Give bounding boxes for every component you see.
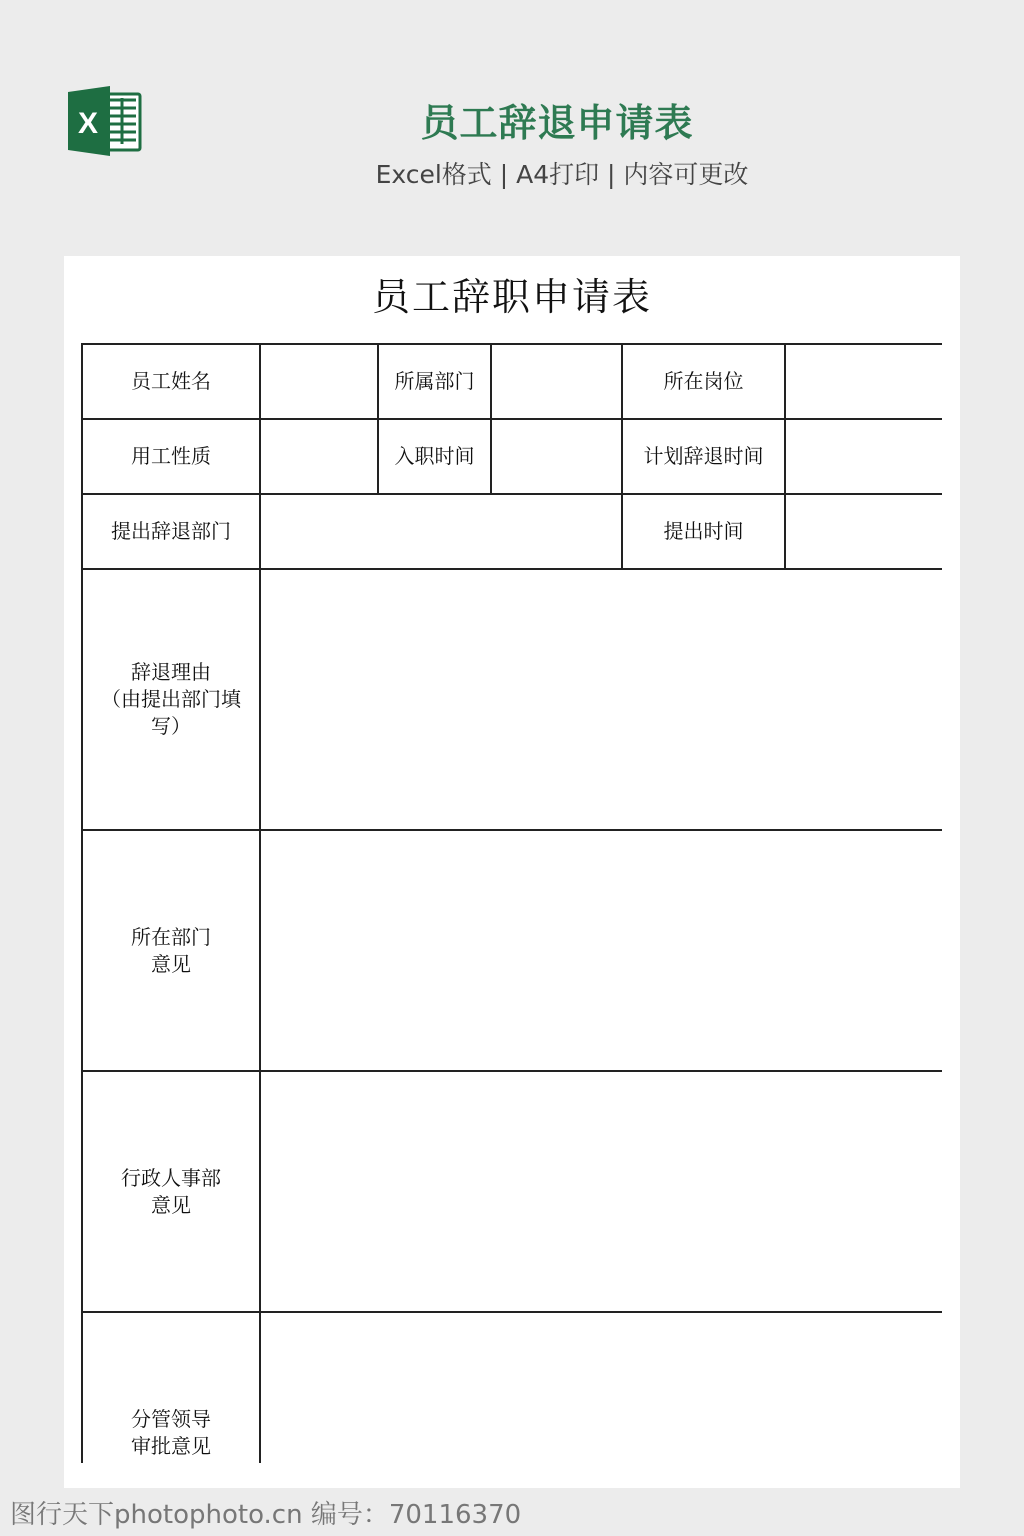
position-cell[interactable] bbox=[785, 344, 942, 419]
entry-date-label: 入职时间 bbox=[378, 419, 491, 494]
proposing-department-cell[interactable] bbox=[260, 494, 622, 569]
planned-dismissal-date-cell[interactable] bbox=[785, 419, 942, 494]
hr-opinion-label: 行政人事部 意见 bbox=[82, 1071, 260, 1312]
dismissal-reason-cell[interactable] bbox=[260, 569, 942, 830]
planned-dismissal-date-label: 计划辞退时间 bbox=[622, 419, 785, 494]
form-title: 员工辞职申请表 bbox=[371, 275, 652, 319]
table-row bbox=[82, 569, 942, 830]
proposal-date-cell[interactable] bbox=[785, 494, 942, 569]
position-label: 所在岗位 bbox=[622, 344, 785, 419]
table-row bbox=[82, 494, 942, 569]
table-row bbox=[82, 830, 942, 1071]
table-row bbox=[82, 419, 942, 494]
table-row bbox=[82, 1312, 942, 1463]
employment-type-label: 用工性质 bbox=[82, 419, 260, 494]
proposing-department-label: 提出辞退部门 bbox=[82, 494, 260, 569]
watermark-text: 图行天下photophoto.cn 编号：70116370 bbox=[10, 1500, 522, 1530]
department-opinion-cell[interactable] bbox=[260, 830, 942, 1071]
proposal-date-label: 提出时间 bbox=[622, 494, 785, 569]
dismissal-reason-label: 辞退理由 （由提出部门填 写） bbox=[82, 569, 260, 830]
resignation-form-table bbox=[81, 343, 942, 1463]
leader-opinion-label: 分管领导 审批意见 bbox=[82, 1312, 260, 1463]
leader-opinion-cell[interactable] bbox=[260, 1312, 942, 1463]
employee-name-label: 员工姓名 bbox=[82, 344, 260, 419]
hr-opinion-cell[interactable] bbox=[260, 1071, 942, 1312]
form-table-wrapper bbox=[81, 343, 942, 1463]
entry-date-cell[interactable] bbox=[491, 419, 622, 494]
department-cell[interactable] bbox=[491, 344, 622, 419]
department-label: 所属部门 bbox=[378, 344, 491, 419]
table-row bbox=[82, 1071, 942, 1312]
page-title: 员工辞退申请表 bbox=[420, 101, 694, 145]
page-subtitle: Excel格式 | A4打印 | 内容可更改 bbox=[375, 160, 749, 189]
employee-name-cell[interactable] bbox=[260, 344, 378, 419]
department-opinion-label: 所在部门 意见 bbox=[82, 830, 260, 1071]
excel-logo-letter: X bbox=[77, 107, 99, 140]
employment-type-cell[interactable] bbox=[260, 419, 378, 494]
table-row bbox=[82, 344, 942, 419]
